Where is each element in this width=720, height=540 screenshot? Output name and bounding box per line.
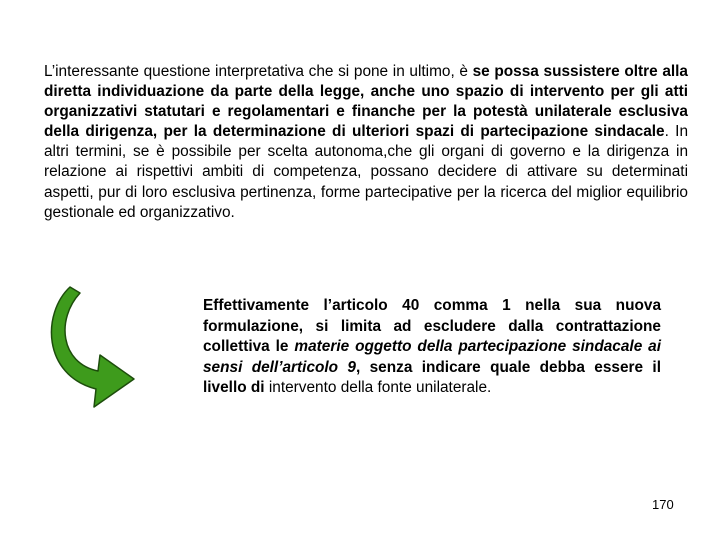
intro-text-plain: L’interessante questione interpretativa che si pone in ultimo, è (44, 63, 473, 80)
intro-text-rest: . In altri termini, se è possibile per scelta autonoma,che gli organi di governo e la dirigenza in relazione ai rispettivi ambiti di competenza, possano decidere di attivare su determinati aspetti, pur di loro esclusiva pertinenza, forme partecipative per la ricerca del miglior equilibrio gestionale ed organizzativo. (44, 123, 688, 221)
arrow-body (51, 287, 134, 407)
quote-text-plain: intervento della fonte unilaterale. (268, 379, 492, 397)
quote-text-bold: Effettivamente l’articolo 40 comma 1 nella sua nuova formulazione, si limita ad escludere dalla contrattazione collettiva le (203, 297, 661, 356)
quote-paragraph (203, 296, 661, 399)
quote-text-bold-italic: materie oggetto della partecipazione sindacale ai sensi dell’articolo 9 (203, 338, 662, 376)
curved-arrow-icon (48, 283, 138, 413)
page-number: 170 (652, 497, 674, 512)
quote-text-bold-cont: , senza indicare quale debba essere il livello di (203, 358, 661, 397)
intro-text-bold: se possa sussistere oltre alla diretta individuazione da parte della legge, anche uno spazio di intervento per gli atti organizzativi statutari e regolamentari e finanche per la potestà unilaterale esclusiva della dirigenza, per la determinazione di ulteriori spazi di partecipazione sindacale (44, 63, 688, 141)
intro-paragraph (44, 62, 688, 223)
